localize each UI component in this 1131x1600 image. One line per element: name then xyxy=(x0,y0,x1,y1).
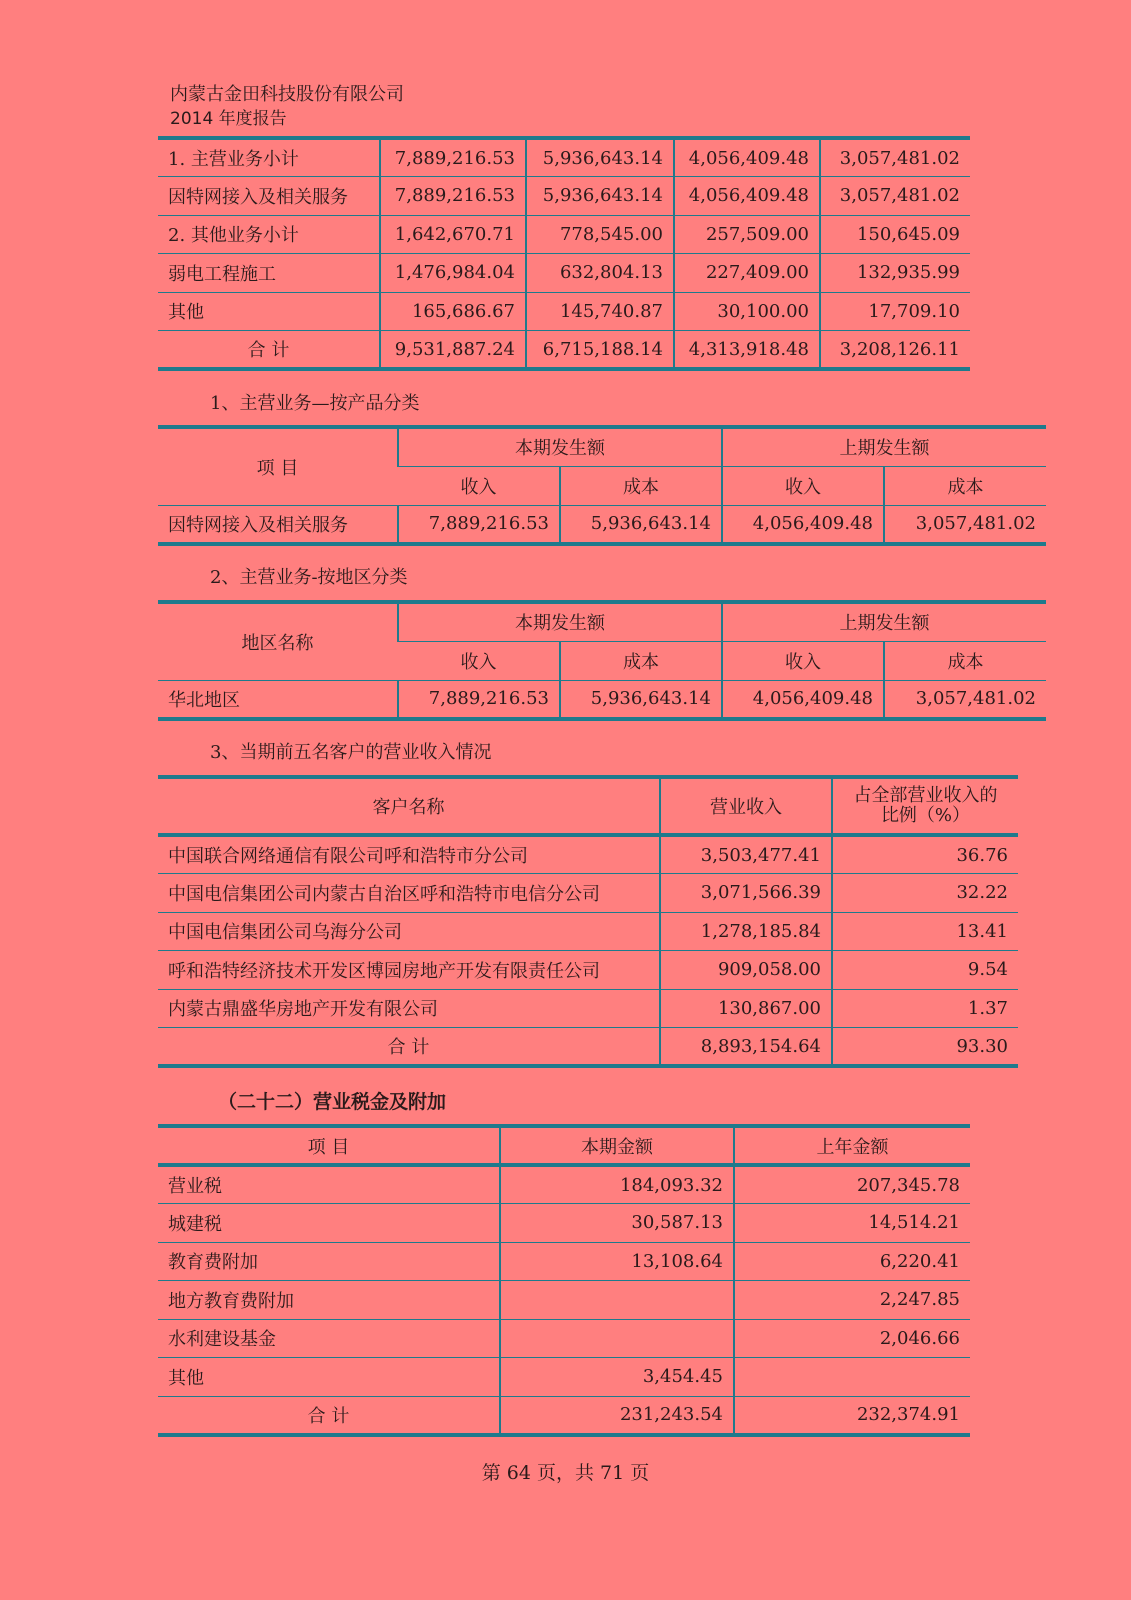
table-row xyxy=(158,177,970,216)
cell-value: 30,587.13 xyxy=(500,1204,734,1243)
cell-value: 7,889,216.53 xyxy=(380,138,526,177)
customer-table xyxy=(158,775,1018,1068)
col-item: 项 目 xyxy=(158,427,398,505)
cell-value: 3,057,481.02 xyxy=(884,680,1046,719)
row-label: 其他 xyxy=(158,292,380,331)
cell-value: 2,247.85 xyxy=(734,1281,970,1320)
col-ratio: 占全部营业收入的 比例（%） xyxy=(832,777,1018,835)
table-row xyxy=(158,254,970,293)
col-prior: 上期发生额 xyxy=(722,427,1046,466)
row-label: 水利建设基金 xyxy=(158,1319,500,1358)
col-income: 收入 xyxy=(398,466,560,505)
row-label: 教育费附加 xyxy=(158,1242,500,1281)
cell-value: 17,709.10 xyxy=(820,292,970,331)
col-cost: 成本 xyxy=(560,641,722,680)
top-revenue-table xyxy=(158,136,970,371)
cell-value: 257,509.00 xyxy=(674,215,820,254)
cell-value: 5,936,643.14 xyxy=(560,505,722,544)
cell-value: 1,278,185.84 xyxy=(660,912,832,951)
row-label: 1. 主营业务小计 xyxy=(158,138,380,177)
cell-value: 145,740.87 xyxy=(526,292,674,331)
row-label: 华北地区 xyxy=(158,680,398,719)
report-year: 2014 年度报告 xyxy=(170,109,287,129)
cell-value: 3,454.45 xyxy=(500,1358,734,1397)
row-label: 其他 xyxy=(158,1358,500,1397)
section2-title: 2、主营业务-按地区分类 xyxy=(210,567,408,588)
cell-value: 5,936,643.14 xyxy=(526,177,674,216)
cell-value: 7,889,216.53 xyxy=(380,177,526,216)
cell-value: 150,645.09 xyxy=(820,215,970,254)
col-cost: 成本 xyxy=(884,466,1046,505)
cell-value: 4,313,918.48 xyxy=(674,331,820,370)
table-row xyxy=(158,835,1018,874)
cell-value: 6,220.41 xyxy=(734,1242,970,1281)
cell-value: 8,893,154.64 xyxy=(660,1028,832,1067)
table-row xyxy=(158,215,970,254)
cell-value: 3,071,566.39 xyxy=(660,874,832,913)
cell-value: 4,056,409.48 xyxy=(722,505,884,544)
table-row xyxy=(158,874,1018,913)
cell-value: 232,374.91 xyxy=(734,1396,970,1435)
cell-value: 231,243.54 xyxy=(500,1396,734,1435)
row-label: 地方教育费附加 xyxy=(158,1281,500,1320)
cell-value: 7,889,216.53 xyxy=(398,505,560,544)
cell-value: 1.37 xyxy=(832,989,1018,1028)
page-number: 第 64 页，共 71 页 xyxy=(481,1462,650,1484)
cell-value: 7,889,216.53 xyxy=(398,680,560,719)
row-label: 内蒙古鼎盛华房地产开发有限公司 xyxy=(158,989,660,1028)
cell-value: 1,642,670.71 xyxy=(380,215,526,254)
cell-value: 36.76 xyxy=(832,835,1018,874)
cell-value: 132,935.99 xyxy=(820,254,970,293)
cell-value: 3,057,481.02 xyxy=(820,177,970,216)
region-table xyxy=(158,600,1046,721)
col-cost: 成本 xyxy=(884,641,1046,680)
cell-value: 93.30 xyxy=(832,1028,1018,1067)
cell-value: 227,409.00 xyxy=(674,254,820,293)
cell-value: 9,531,887.24 xyxy=(380,331,526,370)
cell-value: 14,514.21 xyxy=(734,1204,970,1243)
cell-value: 4,056,409.48 xyxy=(674,177,820,216)
cell-value: 184,093.32 xyxy=(500,1165,734,1204)
cell-value: 3,208,126.11 xyxy=(820,331,970,370)
col-region: 地区名称 xyxy=(158,602,398,680)
cell-value: 3,503,477.41 xyxy=(660,835,832,874)
table-row xyxy=(158,1319,970,1358)
cell-value: 5,936,643.14 xyxy=(560,680,722,719)
section4-title: （二十二）营业税金及附加 xyxy=(218,1091,447,1113)
product-table xyxy=(158,425,1046,546)
col-item: 项 目 xyxy=(158,1126,500,1165)
row-label: 中国电信集团公司乌海分公司 xyxy=(158,912,660,951)
section3-title: 3、当期前五名客户的营业收入情况 xyxy=(210,742,492,763)
table-row xyxy=(158,331,970,370)
cell-value: 165,686.67 xyxy=(380,292,526,331)
cell-value: 909,058.00 xyxy=(660,951,832,990)
row-label: 2. 其他业务小计 xyxy=(158,215,380,254)
cell-value: 778,545.00 xyxy=(526,215,674,254)
cell-value: 4,056,409.48 xyxy=(722,680,884,719)
table-row xyxy=(158,1358,970,1397)
table-row xyxy=(158,138,970,177)
table-row xyxy=(158,1165,970,1204)
row-label: 呼和浩特经济技术开发区博园房地产开发有限责任公司 xyxy=(158,951,660,990)
cell-value: 4,056,409.48 xyxy=(674,138,820,177)
col-income: 收入 xyxy=(398,641,560,680)
row-label: 城建税 xyxy=(158,1204,500,1243)
cell-value: 3,057,481.02 xyxy=(884,505,1046,544)
cell-value: 1,476,984.04 xyxy=(380,254,526,293)
company-name: 内蒙古金田科技股份有限公司 xyxy=(170,84,404,105)
table-row xyxy=(158,989,1018,1028)
row-label: 合 计 xyxy=(158,331,380,370)
row-label: 因特网接入及相关服务 xyxy=(158,177,380,216)
row-label: 中国电信集团公司内蒙古自治区呼和浩特市电信分公司 xyxy=(158,874,660,913)
table-row xyxy=(158,951,1018,990)
cell-value xyxy=(734,1358,970,1397)
col-income: 营业收入 xyxy=(660,777,832,835)
table-row xyxy=(158,1281,970,1320)
col-current: 本期金额 xyxy=(500,1126,734,1165)
col-prior: 上期发生额 xyxy=(722,602,1046,641)
col-customer-name: 客户名称 xyxy=(158,777,660,835)
cell-value: 3,057,481.02 xyxy=(820,138,970,177)
cell-value: 5,936,643.14 xyxy=(526,138,674,177)
cell-value: 9.54 xyxy=(832,951,1018,990)
col-income: 收入 xyxy=(722,466,884,505)
table-row xyxy=(158,1396,970,1435)
cell-value: 6,715,188.14 xyxy=(526,331,674,370)
col-income: 收入 xyxy=(722,641,884,680)
cell-value: 2,046.66 xyxy=(734,1319,970,1358)
row-label: 因特网接入及相关服务 xyxy=(158,505,398,544)
cell-value: 13,108.64 xyxy=(500,1242,734,1281)
col-prior: 上年金额 xyxy=(734,1126,970,1165)
row-label: 合 计 xyxy=(158,1396,500,1435)
section1-title: 1、主营业务—按产品分类 xyxy=(210,393,420,414)
row-label: 弱电工程施工 xyxy=(158,254,380,293)
col-current: 本期发生额 xyxy=(398,602,722,641)
cell-value: 32.22 xyxy=(832,874,1018,913)
cell-value xyxy=(500,1319,734,1358)
cell-value: 13.41 xyxy=(832,912,1018,951)
cell-value: 632,804.13 xyxy=(526,254,674,293)
table-row xyxy=(158,912,1018,951)
cell-value: 30,100.00 xyxy=(674,292,820,331)
table-row xyxy=(158,1242,970,1281)
row-label: 合 计 xyxy=(158,1028,660,1067)
cell-value xyxy=(500,1281,734,1320)
col-current: 本期发生额 xyxy=(398,427,722,466)
col-cost: 成本 xyxy=(560,466,722,505)
table-row xyxy=(158,1204,970,1243)
table-row xyxy=(158,292,970,331)
cell-value: 130,867.00 xyxy=(660,989,832,1028)
tax-table xyxy=(158,1124,970,1437)
table-row xyxy=(158,1028,1018,1067)
row-label: 中国联合网络通信有限公司呼和浩特市分公司 xyxy=(158,835,660,874)
row-label: 营业税 xyxy=(158,1165,500,1204)
cell-value: 207,345.78 xyxy=(734,1165,970,1204)
